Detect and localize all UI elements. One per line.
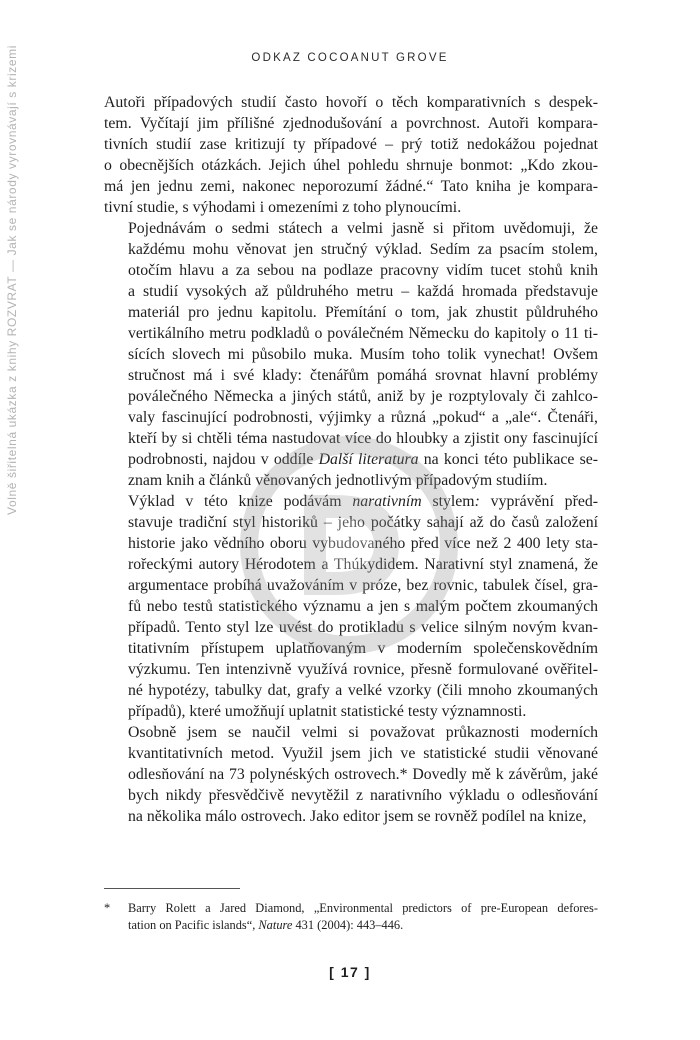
running-header: ODKAZ COCOANUT GROVE bbox=[251, 52, 449, 64]
text-line: né hypotézy, tabulky dat, grafy a velké vzorky (čili mnoho zkoumaných bbox=[128, 682, 598, 699]
text-line: má jen jednu zemi, nakonec neporozumí žádné.“ Tato kniha je kompara- bbox=[104, 178, 598, 195]
text-line: fů nebo testů statistického významu a jen s malým počtem zkoumaných bbox=[128, 598, 598, 615]
footnote-mark: * bbox=[104, 901, 111, 915]
text-line: odlesňování na 73 polynéských ostrovech.* Dovedly mě k závěrům, jaké bbox=[128, 766, 598, 783]
italic-text: : bbox=[474, 493, 480, 510]
text-line: výzkumu. Ten intenzivně využívá rovnice, přesně formulované ověřitel- bbox=[128, 661, 598, 678]
footnote-line: tation on Pacific islands“, Nature 431 (2004): 443–446. bbox=[128, 918, 404, 932]
text-line: kteří by si chtěli téma nastudovat více do hloubky a zjistit ony fascinující bbox=[128, 430, 598, 447]
text-line: stavuje tradiční styl historiků – jeho počátky sahají až do časů založení bbox=[128, 514, 598, 531]
text-line: Osobně jsem se naučil velmi si považovat průkaznosti moderních bbox=[128, 724, 598, 741]
text-line: stručnost má i své klady: čtenářům pomáhá srovnat hlavní problémy bbox=[128, 367, 598, 384]
italic-text: Další literatura bbox=[318, 451, 419, 468]
text-line: tem. Vyčítají jim přílišné zjednodušování a povrchnost. Autoři kompara- bbox=[104, 115, 598, 132]
text-line: případů), které umožňují uplatnit statistické testy významnosti. bbox=[128, 703, 527, 720]
text-line: tivních studií zase kritizují ty případové – prý totiž nedokážou pojednat bbox=[104, 136, 598, 153]
italic-text: Nature bbox=[258, 918, 293, 932]
text-line: každému mohu věnovat jen stručný výklad. Sedím za psacím stolem, bbox=[128, 241, 598, 258]
text-line: Výklad v této knize podávám narativním stylem: vyprávění před- bbox=[128, 493, 598, 510]
text-line: na několika málo ostrovech. Jako editor jsem se rovněž podílel na knize, bbox=[128, 808, 587, 825]
paragraph bbox=[104, 92, 598, 218]
text-line: a studií vysokých až půldruhého metru – každá hromada představuje bbox=[128, 283, 598, 300]
text-line: historie jako vědního oboru vybudovaného před více než 2 400 lety sta- bbox=[128, 535, 598, 552]
text-line: bych nikdy přesvědčivě nevytěžil z narativního výkladu o odlesňování bbox=[128, 787, 598, 804]
italic-text: narativním bbox=[352, 493, 422, 510]
text-line: poválečného Německa a jiných států, aniž by je rozptylovaly či zahlco- bbox=[128, 388, 598, 405]
footnote bbox=[104, 900, 598, 934]
text-line: argumentace probíhá uvažováním v próze, bez rovnic, tabulek čísel, gra- bbox=[128, 577, 598, 594]
text-line: kvantitativních metod. Využil jsem jich ve statistické studii věnované bbox=[128, 745, 598, 762]
text-line: materiál pro jednu kapitolu. Přemítání o tom, jak zhustit půldruhého bbox=[128, 304, 598, 321]
text-line: Pojednávám o sedmi státech a velmi jasně si přitom uvědomuji, že bbox=[128, 220, 598, 237]
text-line: znam knih a článků věnovaných jednotlivým případovým studiím. bbox=[128, 472, 548, 489]
page-number: [ 17 ] bbox=[329, 964, 371, 980]
footnote-text bbox=[128, 900, 598, 934]
side-watermark-text: Volně šiřitelná ukázka z knihy ROZVRAT — Jak se národy vyrovnávají s krizemi bbox=[5, 45, 19, 515]
paragraph bbox=[104, 722, 598, 827]
paragraph bbox=[104, 218, 598, 491]
text-line: případů. Tento styl lze uvést do protikladu s velice silným novým kvan- bbox=[128, 619, 598, 636]
text-line: valy fascinující podrobnosti, výjimky a různá „pokud“ a „ale“. Čtenáři, bbox=[128, 409, 598, 426]
main-text bbox=[104, 92, 598, 827]
text-line: Autoři případových studií často hovoří o těch komparativních s despek- bbox=[104, 94, 598, 111]
text-line: rořeckými autory Hérodotem a Thúkydidem. Narativní styl znamená, že bbox=[128, 556, 598, 573]
text-line: otočím hlavu a za sebou na podlaze pracovny vidím tucet stohů knih bbox=[128, 262, 598, 279]
text-line: titativním přístupem uplatňovaným v moderním společenskovědním bbox=[128, 640, 598, 657]
text-line: o obecnějších otázkách. Jejich úhel pohledu shrnuje bonmot: „Kdo zkou- bbox=[104, 157, 598, 174]
text-line: podrobnosti, najdou v oddíle Další literatura na konci této publikace se- bbox=[128, 451, 598, 468]
footnote-line: Barry Rolett a Jared Diamond, „Environmental predictors of pre-European defores- bbox=[128, 901, 598, 915]
text-line: sících slovech mi působilo muka. Musím toho tolik vynechat! Ovšem bbox=[128, 346, 598, 363]
text-line: vertikálního metru podkladů o poválečném Německu do kapitoly o 11 ti- bbox=[128, 325, 598, 342]
footnote-separator bbox=[104, 888, 240, 889]
text-line: tivní studie, s výhodami i omezeními z toho plynoucími. bbox=[104, 199, 462, 216]
paragraph bbox=[104, 491, 598, 722]
